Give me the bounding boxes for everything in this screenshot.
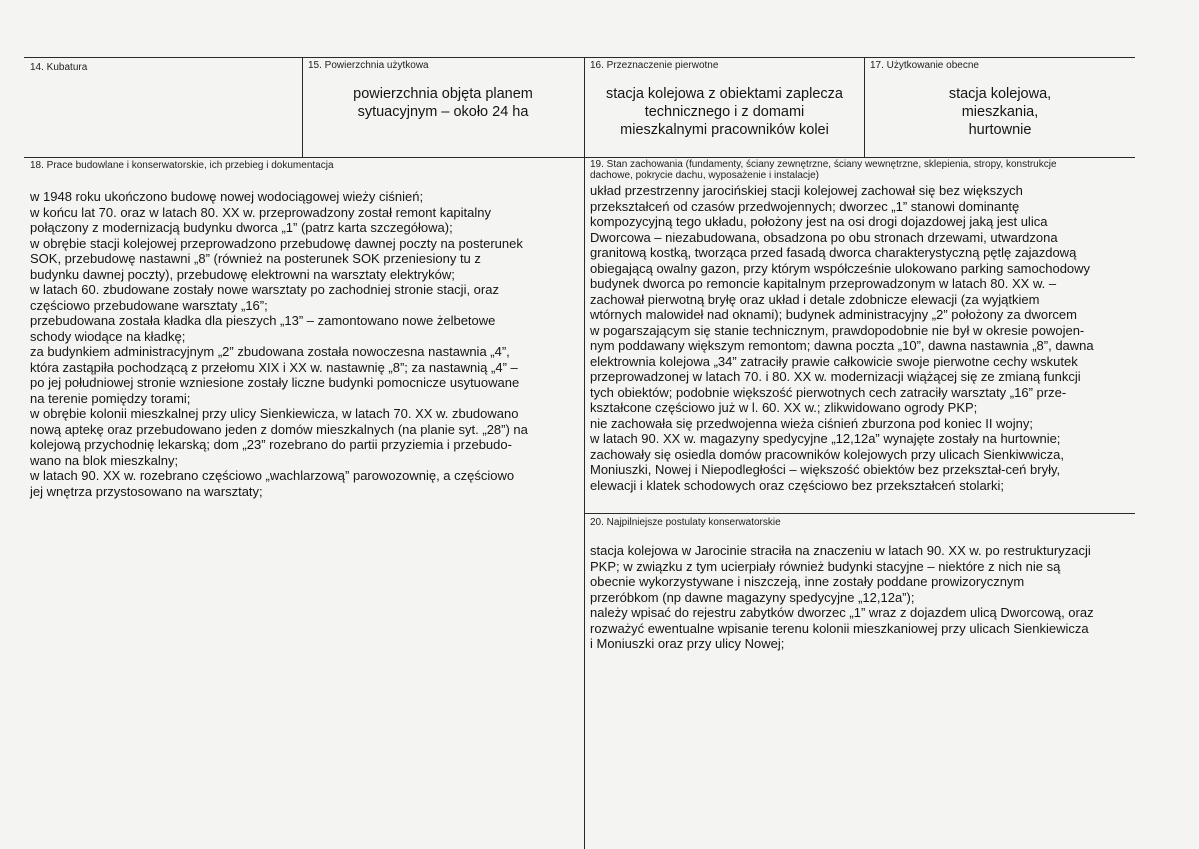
text-line: granitową kostką, tworząca przed fasadą dworca charakterystyczną pętlę zajazdową: [590, 245, 1077, 260]
label-line: dachowe, pokrycie dachu, wyposażenie i instalacje): [590, 170, 820, 181]
text-line: rozważyć ewentualne wpisanie terenu kolonii mieszkaniowej przy ulicach Sienkiewicza: [590, 620, 1089, 636]
uzytkowanie-label: 17. Użytkowanie obecne: [870, 60, 979, 71]
value-line: stacja kolejowa,: [948, 86, 1052, 102]
text-line: w obrębie stacji kolejowej przeprowadzono przebudowę dawnej poczty na posterunek: [30, 235, 523, 251]
text-line: przebudowana została kładka dla pieszych „13” – zamontowano nowe żelbetowe: [30, 313, 496, 328]
text-line: należy wpisać do rejestru zabytków dworzec „1” wraz z dojazdem ulicą Dworcową, oraz: [590, 605, 1094, 620]
value-line: technicznego i z domami: [644, 104, 805, 120]
text-line: w końcu lat 70. oraz w latach 80. XX w. przeprowadzony został remont kapitalny: [30, 204, 492, 220]
value-line: mieszkania,: [961, 104, 1039, 120]
row-divider-line: [24, 157, 1135, 158]
przeznaczenie-value: [585, 85, 864, 139]
text-line: w obrębie kolonii mieszkalnej przy ulicy Sienkiewicza, w latach 70. XX w. zbudowano: [30, 406, 519, 421]
text-line: przeprowadzonej w latach 70. i 80. XX w. modernizacji wiążącej się ze zmianą funkcji: [590, 369, 1081, 384]
text-line: elewacji i klatek schodowych oraz częściowo bez przekształceń stolarki;: [590, 477, 1005, 493]
top-border-line: [24, 57, 1135, 58]
text-line: jej wnętrza przystosowano na warsztaty;: [30, 483, 263, 499]
uzytkowanie-value: [865, 85, 1135, 139]
value-line: sytuacyjnym – około 24 ha: [357, 104, 529, 120]
powierzchnia-value: [303, 85, 583, 121]
text-line: połączony z modernizacją budynku dworca „1” (patrz karta szczegółowa);: [30, 220, 453, 235]
text-line: PKP; w związku z tym ucierpiały również budynki stacyjne – niektóre z nich nie są: [590, 558, 1061, 574]
stan-text: [590, 183, 1135, 493]
text-line: za budynkiem administracyjnym „2” zbudowana została nowoczesna nastawnia „4”,: [30, 344, 510, 359]
text-line: przeróbkom (np dawne magazyny spedycyjne „12,12a”);: [590, 589, 915, 605]
text-line: nie zachowała się przedwojenna wieża ciśnień zburzona pod koniec II wojny;: [590, 415, 1033, 431]
text-line: przekształceń od czasów przedwojennych; dworzec „1” stanowi dominantę: [590, 198, 1020, 214]
text-line: po jej południowej stronie wzniesione zostały liczne budynki pomocnicze usytuowane: [30, 375, 520, 390]
label-line: 19. Stan zachowania (fundamenty, ściany zewnętrzne, ściany wewnętrzne, sklepienia, stropy, konstrukcje: [590, 159, 1057, 170]
text-line: która zastąpiła pochodzącą z przełomu XIX i XX w. nastawnię „8”; za nastawnią „4” –: [30, 359, 518, 375]
text-line: nową aptekę oraz przebudowano jeden z domów mieszkalnych (na planie syt. „28”) na: [30, 421, 528, 437]
text-line: obiegającą owalny gazon, przy którym współcześnie ulokowano parking samochodowy: [590, 260, 1091, 276]
text-line: w latach 60. zbudowane zostały nowe warsztaty po zachodniej stronie stacji, oraz: [30, 282, 499, 297]
stan-label: [590, 159, 1057, 181]
text-line: w 1948 roku ukończono budowę nowej wodociągowej wieży ciśnień;: [30, 189, 424, 204]
text-line: kolejową przychodnię lekarską; dom „23” rozebrano do partii przyziemia i przebudo-: [30, 437, 512, 452]
text-line: w latach 90. XX w. magazyny spedycyjne „12,12a” wynajęte zostały na hurtownie;: [590, 431, 1061, 446]
text-line: nym poddawany większym remontom; dawna poczta „10”, dawna nastawnia „8”, dawna: [590, 338, 1094, 353]
text-line: Moniuszki, Nowej i Niepodległości – większość obiektów bez przekształ-ceń bryły,: [590, 462, 1061, 477]
value-line: hurtownie: [968, 122, 1032, 138]
text-line: tych obiektów; podobnie większość pierwotnych cech zatraciły warsztaty „16” prze-: [590, 384, 1067, 400]
value-line: mieszkalnymi pracowników kolei: [620, 122, 829, 138]
powierzchnia-label: 15. Powierzchnia użytkowa: [308, 60, 429, 71]
text-line: układ przestrzenny jarocińskiej stacji kolejowej zachował się bez większych: [590, 183, 1023, 198]
prace-text: [30, 189, 582, 499]
value-line: powierzchnia objęta planem: [353, 86, 533, 102]
text-line: wtórnych malowideł nad oknami); budynek administracyjny „2” położony za dworcem: [590, 307, 1077, 322]
postulaty-text: [590, 543, 1135, 652]
text-line: zachował pierwotną bryłę oraz układ i detale zdobnicze elewacji (za wyjątkiem: [590, 291, 1040, 307]
kubatura-label: 14. Kubatura: [30, 62, 88, 73]
column-divider-line: [584, 57, 585, 849]
text-line: w latach 90. XX w. rozebrano częściowo „wachlarzową” parowozownię, a częściowo: [30, 468, 515, 483]
text-line: zachowały się osiedla domów pracowników kolejowych przy ulicach Sienkiwwicza,: [590, 446, 1064, 462]
text-line: budynek dworca po remoncie kapitalnym przeprowadzonym w latach 80. XX w. –: [590, 276, 1057, 291]
text-line: na terenie pomiędzy torami;: [30, 390, 191, 406]
text-line: w pogarszającym się stanie technicznym, prawdopodobnie nie był w okresie powojen-: [590, 322, 1085, 338]
text-line: częściowo przebudowane warsztaty „16”;: [30, 297, 268, 313]
postulaty-divider-line: [584, 513, 1135, 514]
text-line: wano na blok mieszkalny;: [30, 452, 179, 468]
text-line: budynku dawnej poczty), przebudowę elektrowni na warsztaty elektryków;: [30, 266, 455, 282]
value-line: stacja kolejowa z obiektami zaplecza: [606, 86, 843, 102]
text-line: schody wiodące na kładkę;: [30, 328, 186, 344]
text-line: i Moniuszki oraz przy ulicy Nowej;: [590, 636, 785, 651]
text-line: SOK, przebudowę nastawni „8” (również na posterunek SOK przeniesiony tu z: [30, 251, 481, 266]
text-line: elektrownia kolejowa „34” zatraciły prawie całkowicie swoje pierwotne cechy wskutek: [590, 353, 1078, 369]
przeznaczenie-label: 16. Przeznaczenie pierwotne: [590, 60, 719, 71]
prace-label: 18. Prace budowlane i konserwatorskie, ich przebieg i dokumentacja: [30, 160, 334, 171]
postulaty-label: 20. Najpilniejsze postulaty konserwatorskie: [590, 517, 781, 528]
text-line: kształcone częściowo już w l. 60. XX w.; zlikwidowano ogrody PKP;: [590, 400, 978, 415]
text-line: stacja kolejowa w Jarocinie straciła na znaczeniu w latach 90. XX w. po restrukturyzacji: [590, 543, 1091, 558]
text-line: kompozycyjną tego układu, położony jest na osi drogi dojazdowej jaką jest ulica: [590, 214, 1048, 229]
text-line: Dworcowa – niezabudowana, obsadzona po obu stronach drzewami, utwardzona: [590, 229, 1058, 245]
text-line: obecnie wykorzystywane i niszczeją, inne zostały poddane prowizorycznym: [590, 574, 1025, 589]
